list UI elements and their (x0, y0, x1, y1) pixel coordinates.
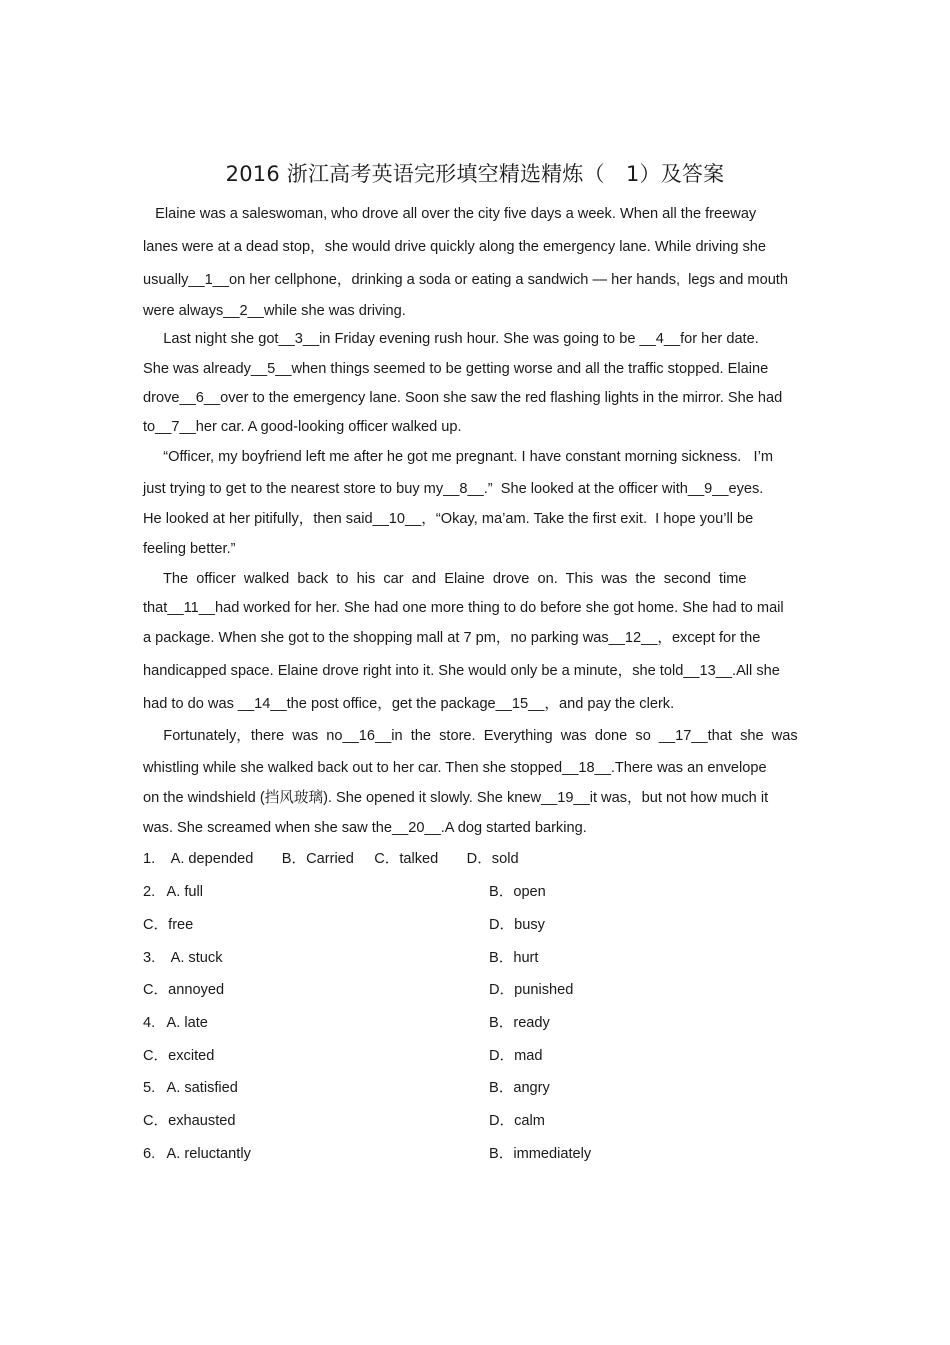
option-right: D．busy (489, 917, 545, 933)
option-left: C．annoyed (143, 982, 225, 998)
passage-line: feeling better.” (143, 541, 236, 557)
option-right: B．immediately (489, 1146, 592, 1162)
option-left: 2. A. full (143, 884, 204, 900)
question-1-options: 1. A. depended B．Carried C．talked D．sold (143, 851, 519, 867)
passage-line: Elaine was a saleswoman, who drove all over the city five days a week. When all the freeway (143, 206, 757, 222)
passage-line: just trying to get to the nearest store to buy my__8__.” She looked at the officer with__9__eyes. (143, 481, 764, 497)
passage-line: handicapped space. Elaine drove right into it. She would only be a minute，she told__13__.All she (143, 663, 780, 679)
passage-line: a package. When she got to the shopping mall at 7 pm，no parking was__12__，except for the (143, 630, 761, 646)
option-right: B．open (489, 884, 546, 900)
passage-line: She was already__5__when things seemed to be getting worse and all the traffic stopped. Elaine (143, 361, 769, 377)
option-left: C．excited (143, 1048, 215, 1064)
passage-line: Fortunately，there was no__16__in the store. Everything was done so __17__that she was (143, 728, 798, 744)
option-left: C．free (143, 917, 194, 933)
passage-line: lanes were at a dead stop，she would drive quickly along the emergency lane. While driving she (143, 239, 767, 255)
option-left: 6. A. reluctantly (143, 1146, 251, 1162)
option-left: 3. A. stuck (143, 950, 223, 966)
option-left: 5. A. satisfied (143, 1080, 238, 1096)
passage-line: “Officer, my boyfriend left me after he got me pregnant. I have constant morning sickness. I’m (143, 449, 773, 465)
passage-line: were always__2__while she was driving. (143, 303, 406, 319)
passage-line: whistling while she walked back out to her car. Then she stopped__18__.There was an envelope (143, 760, 767, 776)
option-right: B．hurt (489, 950, 539, 966)
passage-line: He looked at her pitifully，then said__10__，“Okay, ma’am. Take the first exit. I hope you’ll be (143, 511, 754, 527)
option-right: D．calm (489, 1113, 545, 1129)
option-left: 4. A. late (143, 1015, 208, 1031)
passage-line: on the windshield (挡风玻璃). She opened it slowly. She knew__19__it was，but not how much it (143, 790, 769, 806)
option-right: B．ready (489, 1015, 550, 1031)
passage-line: that__11__had worked for her. She had one more thing to do before she got home. She had to mail (143, 600, 784, 616)
option-right: D．punished (489, 982, 574, 998)
passage-line: had to do was __14__the post office，get the package__15__，and pay the clerk. (143, 696, 675, 712)
option-left: C．exhausted (143, 1113, 236, 1129)
page-title: 2016 浙江高考英语完形填空精选精炼（ 1）及答案 (225, 162, 725, 186)
passage-line: usually__1__on her cellphone，drinking a soda or eating a sandwich — her hands, legs and mouth (143, 272, 788, 288)
passage-line: drove__6__over to the emergency lane. Soon she saw the red flashing lights in the mirror. She had (143, 390, 783, 406)
option-right: D．mad (489, 1048, 543, 1064)
passage-line: The officer walked back to his car and Elaine drove on. This was the second time (143, 571, 747, 587)
option-right: B．angry (489, 1080, 550, 1096)
passage-line: was. She screamed when she saw the__20__.A dog started barking. (143, 820, 587, 836)
passage-line: to__7__her car. A good-looking officer walked up. (143, 419, 462, 435)
passage-line: Last night she got__3__in Friday evening rush hour. She was going to be __4__for her date. (143, 331, 759, 347)
